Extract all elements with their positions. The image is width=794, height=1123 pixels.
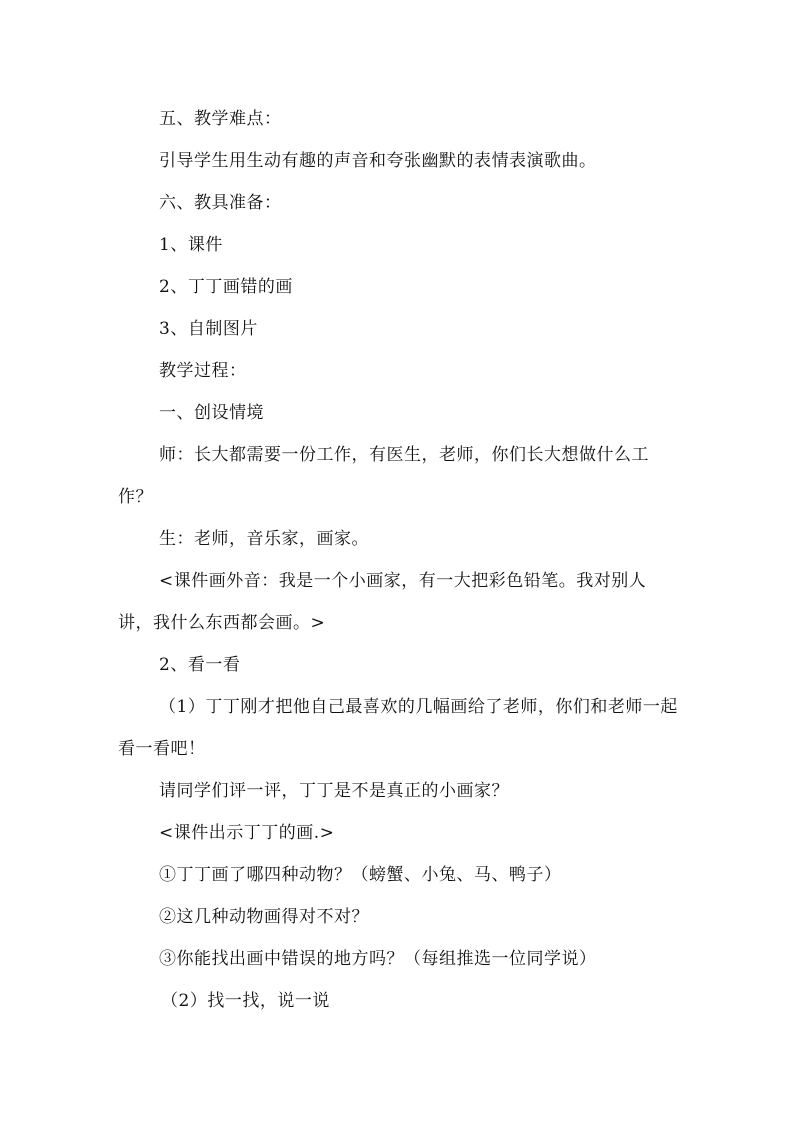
question-2: ②这几种动物画得对不对？ <box>159 907 369 927</box>
section-heading-teaching-difficulty: 五、教学难点： <box>159 109 282 129</box>
paragraph-difficulty-text: 引导学生用生动有趣的声音和夸张幽默的表情表演歌曲。 <box>159 151 597 171</box>
section-heading-teaching-aids: 六、教具准备： <box>159 193 282 213</box>
subheading-create-situation: 一、创设情境 <box>159 403 264 423</box>
paragraph-evaluate: 请同学们评一评，丁丁是不是真正的小画家？ <box>159 781 509 801</box>
paragraph-student-answer: 生：老师，音乐家，画家。 <box>159 529 369 549</box>
paragraph-look-together: （1）丁丁刚才把他自己最喜欢的几幅画给了老师，你们和老师一起看一看吧！ <box>118 697 678 759</box>
list-item-courseware: 1、课件 <box>159 235 223 255</box>
list-item-homemade-pictures: 3、自制图片 <box>159 319 258 339</box>
subheading-find-and-say: （2）找一找，说一说 <box>161 991 330 1011</box>
section-heading-teaching-process: 教学过程： <box>159 361 247 381</box>
paragraph-teacher-question: 师：长大都需要一份工作，有医生，老师，你们长大想做什么工作？ <box>118 445 649 507</box>
list-item-wrong-drawings: 2、丁丁画错的画 <box>159 277 293 297</box>
paragraph-show-drawings: <课件出示丁丁的画.> <box>159 823 335 843</box>
document-body <box>118 98 678 1022</box>
question-1: ①丁丁画了哪四种动物？（螃蟹、小兔、马、鸭子） <box>159 865 562 885</box>
paragraph-courseware-voiceover: <课件画外音：我是一个小画家，有一大把彩色铅笔。我对别人讲，我什么东西都会画。> <box>118 571 647 633</box>
subheading-look: 2、看一看 <box>159 655 241 675</box>
question-3: ③你能找出画中错误的地方吗？（每组推选一位同学说） <box>159 949 597 969</box>
